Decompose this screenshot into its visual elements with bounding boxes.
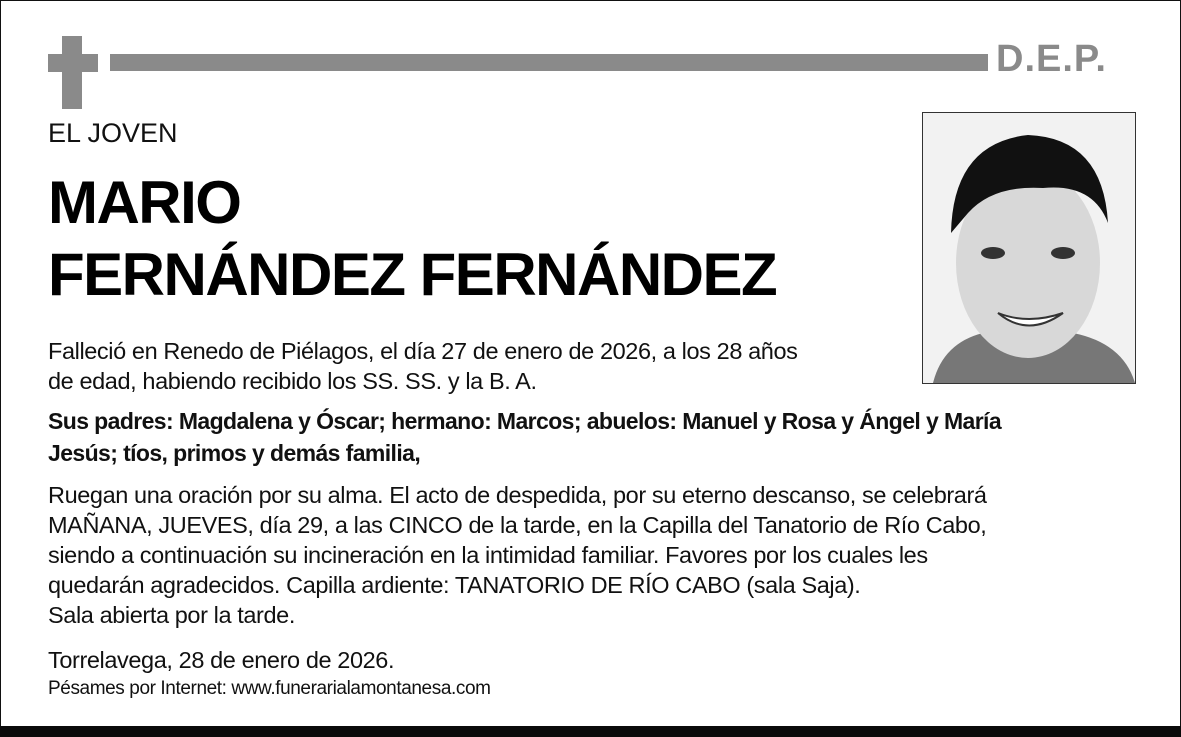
ceremony-line: siendo a continuación su incineración en la intimidad familiar. Favores por los cuales les: [48, 542, 928, 568]
ceremony-line: MAÑANA, JUEVES, día 29, a las CINCO de la tarde, en la Capilla del Tanatorio de Río Cabo,: [48, 512, 987, 538]
ceremony-line: Ruegan una oración por su alma. El acto de despedida, por su eterno descanso, se celebrará: [48, 482, 987, 508]
ceremony-line: quedarán agradecidos. Capilla ardiente: TANATORIO DE RÍO CABO (sala Saja).: [48, 572, 861, 598]
pre-title: EL JOVEN: [48, 118, 178, 148]
family-line: Jesús; tíos, primos y demás familia,: [48, 440, 421, 466]
deceased-surnames: FERNÁNDEZ FERNÁNDEZ: [48, 241, 777, 308]
deceased-photo: [922, 112, 1136, 384]
cross-icon: [62, 36, 82, 109]
death-line: Falleció en Renedo de Piélagos, el día 27 de enero de 2026, a los 28 años: [48, 338, 798, 364]
place-date: Torrelavega, 28 de enero de 2026.: [48, 647, 395, 673]
bottom-bar: [0, 726, 1181, 737]
header-rule: [110, 54, 988, 71]
condolences-link[interactable]: Pésames por Internet: www.funerarialamontanesa.com: [48, 678, 491, 699]
dep-label: D.E.P.: [996, 38, 1107, 80]
deceased-first-name: MARIO: [48, 169, 241, 236]
death-line: de edad, habiendo recibido los SS. SS. y la B. A.: [48, 368, 537, 394]
ceremony-line: Sala abierta por la tarde.: [48, 602, 295, 628]
family-line: Sus padres: Magdalena y Óscar; hermano: Marcos; abuelos: Manuel y Rosa y Ángel y María: [48, 408, 1002, 434]
cross-icon-arm: [48, 54, 98, 72]
